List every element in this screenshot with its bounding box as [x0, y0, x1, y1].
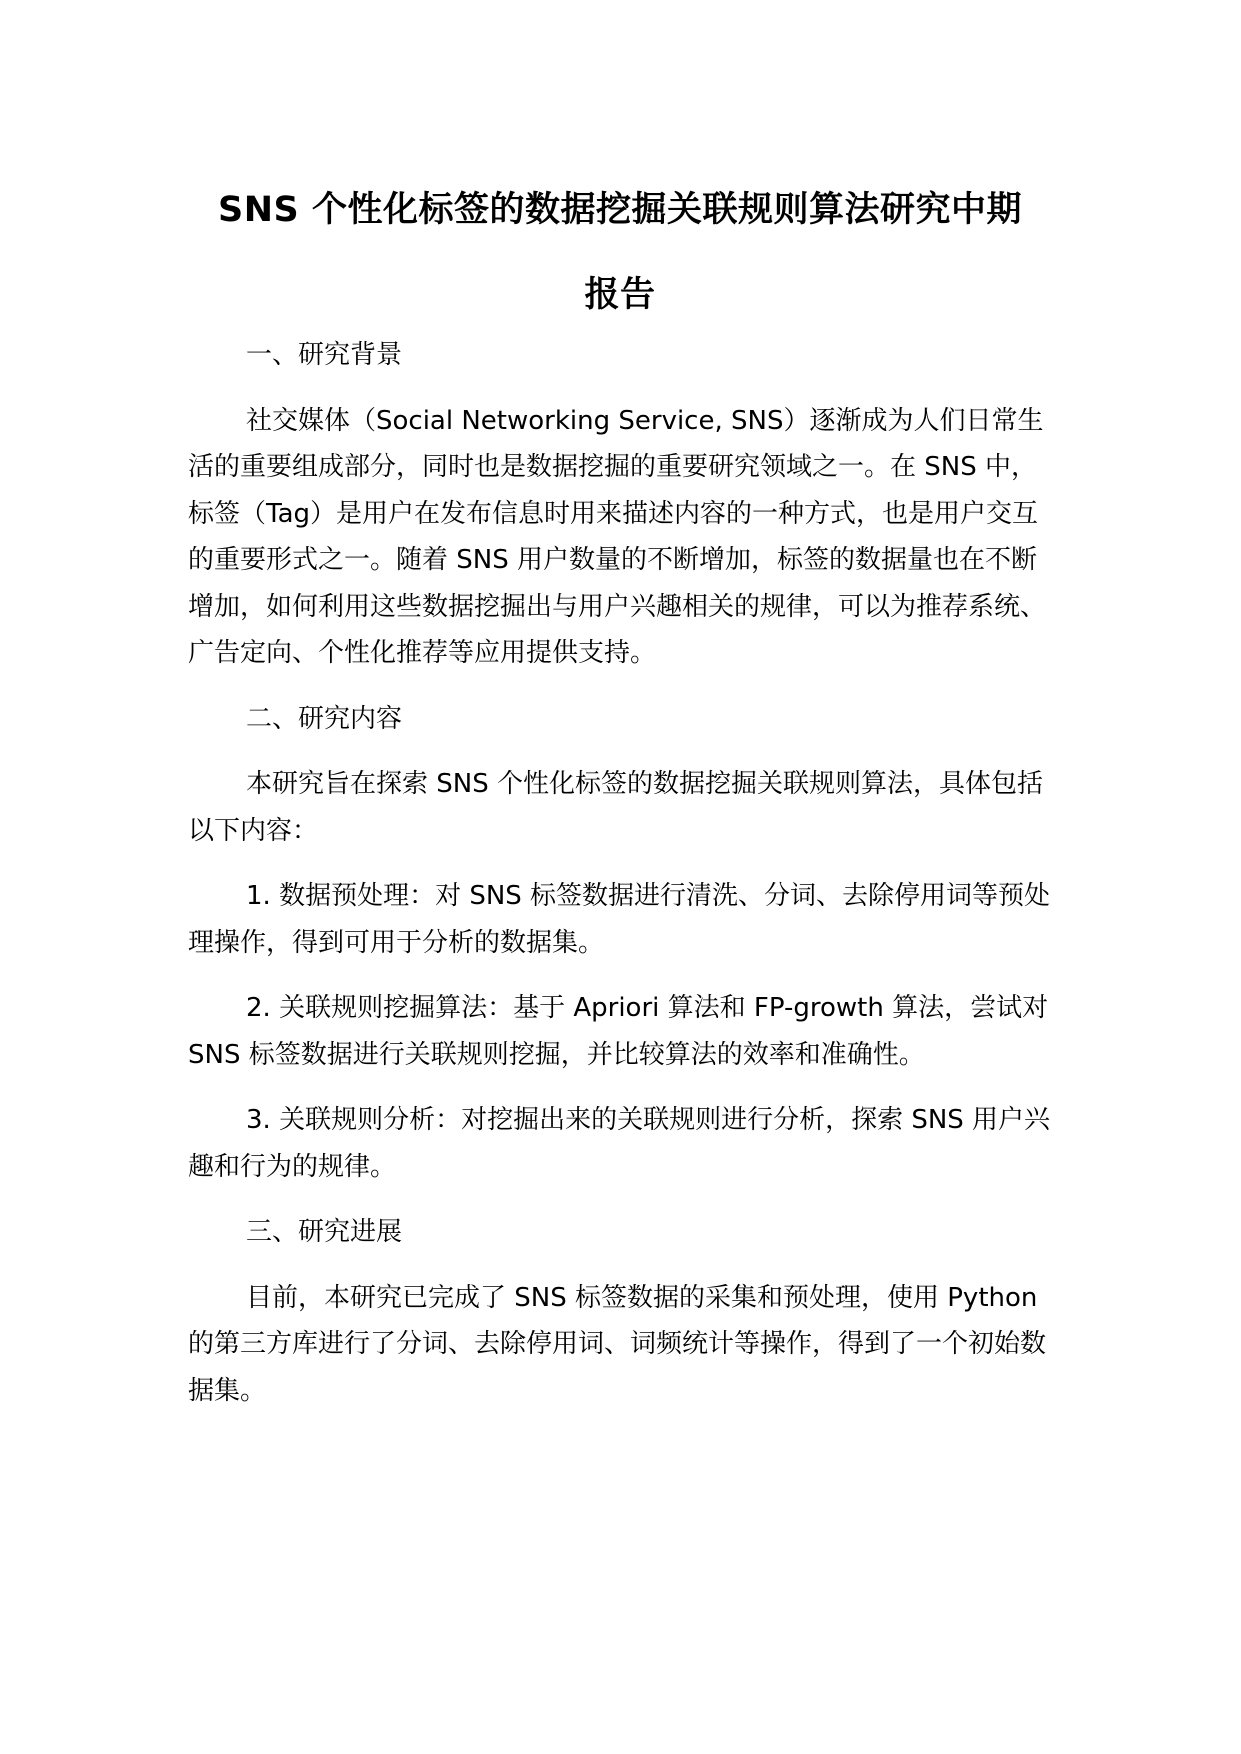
- list-item-preprocessing: 1. 数据预处理：对 SNS 标签数据进行清洗、分词、去除停用词等预处理操作，得到可用于分析的数据集。: [188, 881, 1051, 958]
- list-item-mining-algorithm: 2. 关联规则挖掘算法：基于 Apriori 算法和 FP-growth 算法，尝试对 SNS 标签数据进行关联规则挖掘，并比较算法的效率和准确性。: [188, 993, 1049, 1070]
- list-item-rule-analysis: 3. 关联规则分析：对挖掘出来的关联规则进行分析，探索 SNS 用户兴趣和行为的规律。: [188, 1105, 1051, 1182]
- section-heading-content: 二、研究内容: [246, 703, 403, 734]
- document-body: [188, 332, 1058, 1433]
- document-title: [180, 168, 1060, 338]
- section-heading-background: 一、研究背景: [246, 340, 403, 370]
- title-line-2: 报告: [584, 275, 656, 315]
- section-heading-progress: 三、研究进展: [246, 1217, 403, 1247]
- paragraph-progress: 目前，本研究已完成了 SNS 标签数据的采集和预处理，使用 Python 的第三方库进行了分词、去除停用词、词频统计等操作，得到了一个初始数据集。: [188, 1282, 1047, 1406]
- paragraph-background: 社交媒体（Social Networking Service, SNS）逐渐成为人们日常生活的重要组成部分，同时也是数据挖掘的重要研究领域之一。在 SNS 中，标签（Tag）是用户在发布信息时用来描述内容的一种方式，也是用户交互的重要形式之一。随着 SNS 用户数量的不断增加，标签的数据量也在不断增加，如何利用这些数据挖掘出与用户兴趣相关的规律，可以为推荐系统、广告定向、个性化推荐等应用提供支持。: [188, 405, 1047, 668]
- title-line-1: SNS 个性化标签的数据挖掘关联规则算法研究中期: [218, 190, 1022, 230]
- paragraph-content-intro: 本研究旨在探索 SNS 个性化标签的数据挖掘关联规则算法，具体包括以下内容：: [188, 769, 1043, 846]
